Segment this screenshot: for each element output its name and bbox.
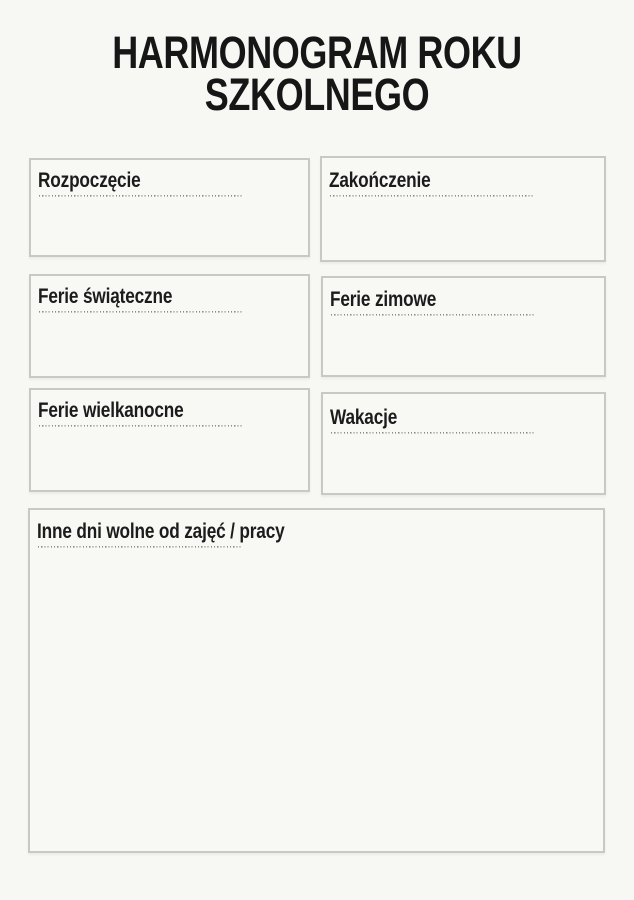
section-label-ferie-swiateczne: Ferie świąteczne [38,285,173,308]
fill-line-ferie-zimowe [331,314,536,316]
section-box-zakonczenie [320,156,606,262]
page-title-line-2: SZKOLNEGO [204,69,430,120]
section-box-wakacje [321,392,606,495]
fill-line-zakonczenie [330,195,535,197]
section-box-rozpoczecie [29,158,310,257]
fill-line-inne-dni-wolne [38,546,243,548]
section-label-zakonczenie: Zakończenie [329,169,431,192]
section-label-inne-dni-wolne: Inne dni wolne od zajęć / pracy [37,520,285,543]
section-label-ferie-wielkanocne: Ferie wielkanocne [38,399,184,422]
fill-line-rozpoczecie [39,195,244,197]
section-box-ferie-zimowe [321,276,606,377]
page-title [0,27,634,120]
section-box-inne-dni-wolne [28,508,605,853]
section-box-ferie-swiateczne [29,274,310,378]
fill-line-ferie-wielkanocne [39,425,244,427]
fill-line-wakacje [331,432,536,434]
page-title-line-1: HARMONOGRAM ROKU [112,27,522,78]
section-label-rozpoczecie: Rozpoczęcie [38,169,141,192]
section-label-ferie-zimowe: Ferie zimowe [330,288,437,311]
section-box-ferie-wielkanocne [29,388,310,492]
section-label-wakacje: Wakacje [330,406,398,429]
fill-line-ferie-swiateczne [39,311,244,313]
